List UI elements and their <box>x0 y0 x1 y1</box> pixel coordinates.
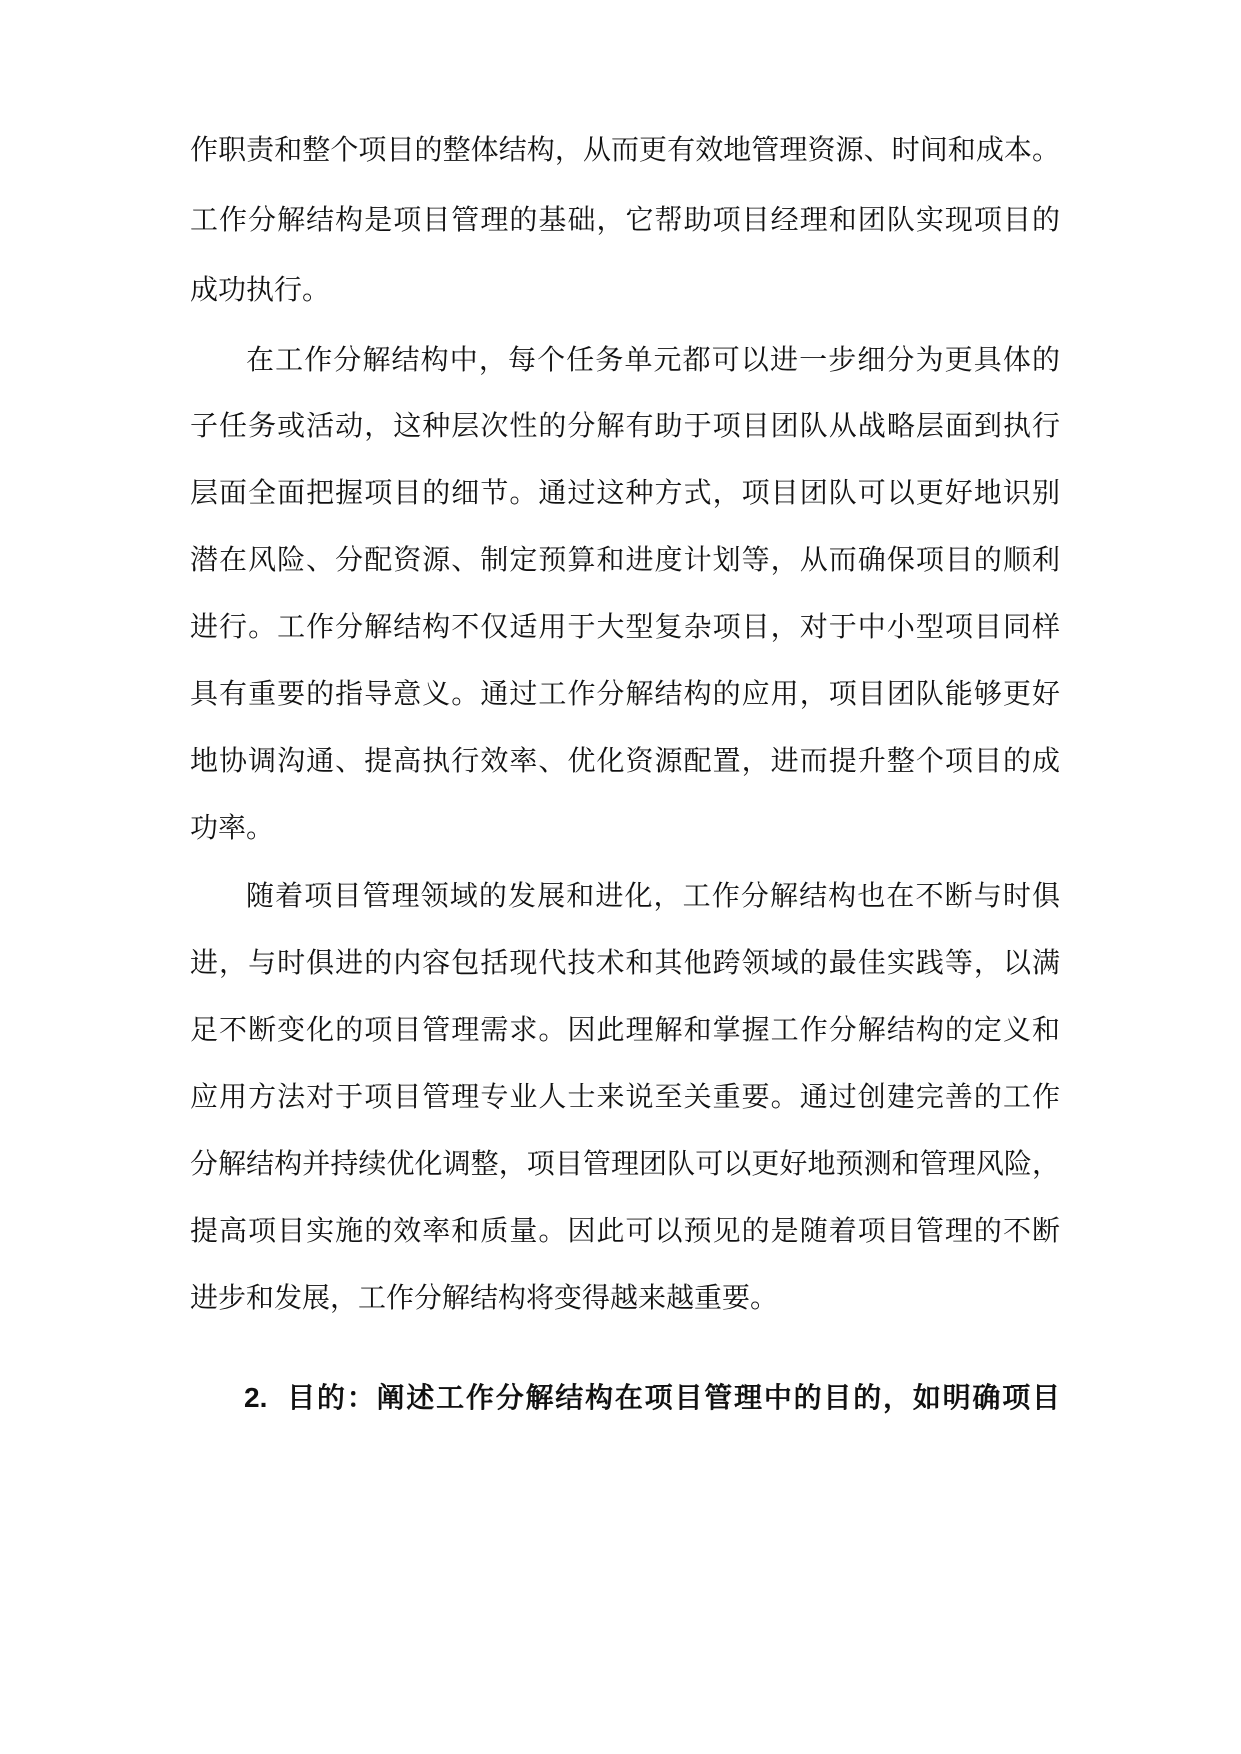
paragraph-line: 进，与时俱进的内容包括现代技术和其他跨领域的最佳实践等，以满 <box>190 946 1060 979</box>
paragraph-line: 足不断变化的项目管理需求。因此理解和掌握工作分解结构的定义和 <box>190 1013 1060 1046</box>
paragraph-line: 成功执行。 <box>190 273 331 306</box>
paragraph-line: 子任务或活动，这种层次性的分解有助于项目团队从战略层面到执行 <box>190 409 1060 442</box>
paragraph-line: 分解结构并持续优化调整，项目管理团队可以更好地预测和管理风险， <box>190 1147 1060 1180</box>
paragraph-line: 地协调沟通、提高执行效率、优化资源配置，进而提升整个项目的成 <box>190 744 1060 777</box>
paragraph-line: 进步和发展，工作分解结构将变得越来越重要。 <box>190 1281 779 1314</box>
section-number: 2. <box>244 1382 268 1413</box>
paragraph-line: 随着项目管理领域的发展和进化，工作分解结构也在不断与时俱 <box>246 879 1060 912</box>
paragraph-line: 层面全面把握项目的细节。通过这种方式，项目团队可以更好地识别 <box>190 476 1060 509</box>
paragraph-line: 提高项目实施的效率和质量。因此可以预见的是随着项目管理的不断 <box>190 1214 1060 1247</box>
paragraph-line: 工作分解结构是项目管理的基础，它帮助项目经理和团队实现项目的 <box>190 203 1060 236</box>
paragraph-line: 在工作分解结构中，每个任务单元都可以进一步细分为更具体的 <box>246 343 1060 376</box>
paragraph-line: 作职责和整个项目的整体结构，从而更有效地管理资源、时间和成本。 <box>190 133 1060 166</box>
paragraph-line: 具有重要的指导意义。通过工作分解结构的应用，项目团队能够更好 <box>190 677 1060 710</box>
section-heading-text: 目的：阐述工作分解结构在项目管理中的目的，如明确项目 <box>285 1381 1060 1414</box>
paragraph-line: 进行。工作分解结构不仅适用于大型复杂项目，对于中小型项目同样 <box>190 610 1060 643</box>
paragraph-line: 功率。 <box>190 811 275 844</box>
section-heading <box>244 1378 1060 1418</box>
paragraph-line: 应用方法对于项目管理专业人士来说至关重要。通过创建完善的工作 <box>190 1080 1060 1113</box>
paragraph-line: 潜在风险、分配资源、制定预算和进度计划等，从而确保项目的顺利 <box>190 543 1060 576</box>
